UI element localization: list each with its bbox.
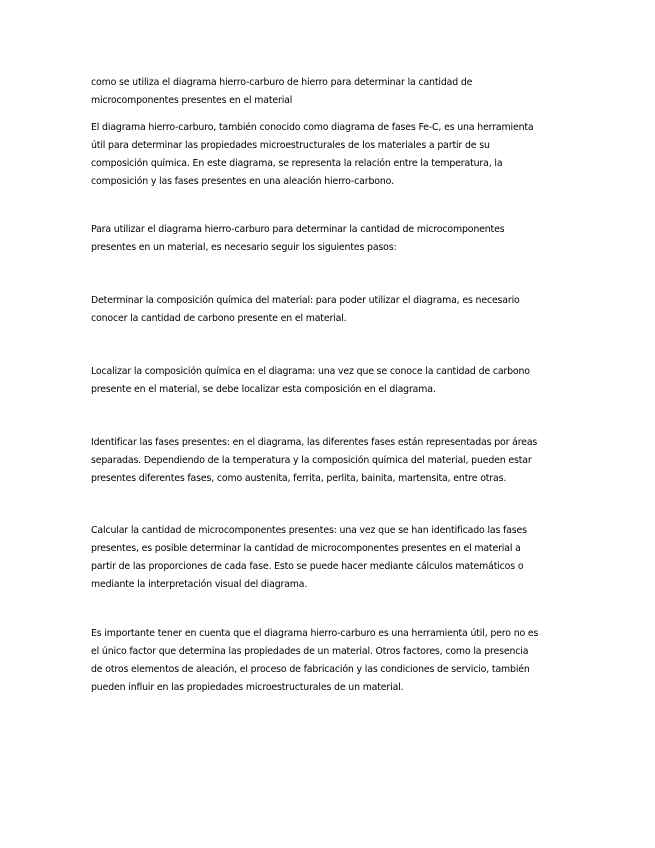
paragraph-steps-intro [91,221,571,257]
text-line: Determinar la composición química del material: para poder utilizar el diagrama, es necesario [91,295,520,306]
paragraph-step-phases [91,434,571,488]
text-line: presentes diferentes fases, como austenita, ferrita, perlita, bainita, martensita, entre otras. [91,473,507,484]
text-line: presentes, es posible determinar la cantidad de microcomponentes presentes en el material a [91,543,521,554]
text-line: de otros elementos de aleación, el proceso de fabricación y las condiciones de servicio, también [91,664,530,675]
document-title [91,74,571,110]
text-line: El diagrama hierro-carburo, también conocido como diagrama de fases Fe-C, es una herramienta [91,122,534,133]
text-line: pueden influir en las propiedades microestructurales de un material. [91,682,404,693]
text-line: partir de las proporciones de cada fase. Esto se puede hacer mediante cálculos matemáticos o [91,561,524,572]
text-line: mediante la interpretación visual del diagrama. [91,579,308,590]
paragraph-intro [91,119,571,191]
text-line: Es importante tener en cuenta que el diagrama hierro-carburo es una herramienta útil, pero no es [91,628,539,639]
paragraph-step-locate [91,363,571,399]
text-line: conocer la cantidad de carbono presente en el material. [91,313,347,324]
text-line: Identificar las fases presentes: en el diagrama, las diferentes fases están representadas por áreas [91,437,538,448]
paragraph-step-calculate [91,522,571,594]
text-line: composición química. En este diagrama, se representa la relación entre la temperatura, la [91,158,503,169]
text-line: como se utiliza el diagrama hierro-carburo de hierro para determinar la cantidad de [91,77,473,88]
paragraph-conclusion [91,625,571,697]
text-line: separadas. Dependiendo de la temperatura y la composición química del material, pueden estar [91,455,532,466]
text-line: Localizar la composición química en el diagrama: una vez que se conoce la cantidad de carbono [91,366,530,377]
text-line: Para utilizar el diagrama hierro-carburo para determinar la cantidad de microcomponentes [91,224,505,235]
text-line: composición y las fases presentes en una aleación hierro-carbono. [91,176,394,187]
text-line: útil para determinar las propiedades microestructurales de los materiales a partir de su [91,140,490,151]
text-line: microcomponentes presentes en el material [91,95,293,106]
paragraph-step-composition [91,292,571,328]
text-line: Calcular la cantidad de microcomponentes presentes: una vez que se han identificado las fases [91,525,527,536]
text-line: el único factor que determina las propiedades de un material. Otros factores, como la presencia [91,646,529,657]
text-line: presentes en un material, es necesario seguir los siguientes pasos: [91,242,397,253]
text-line: presente en el material, se debe localizar esta composición en el diagrama. [91,384,436,395]
